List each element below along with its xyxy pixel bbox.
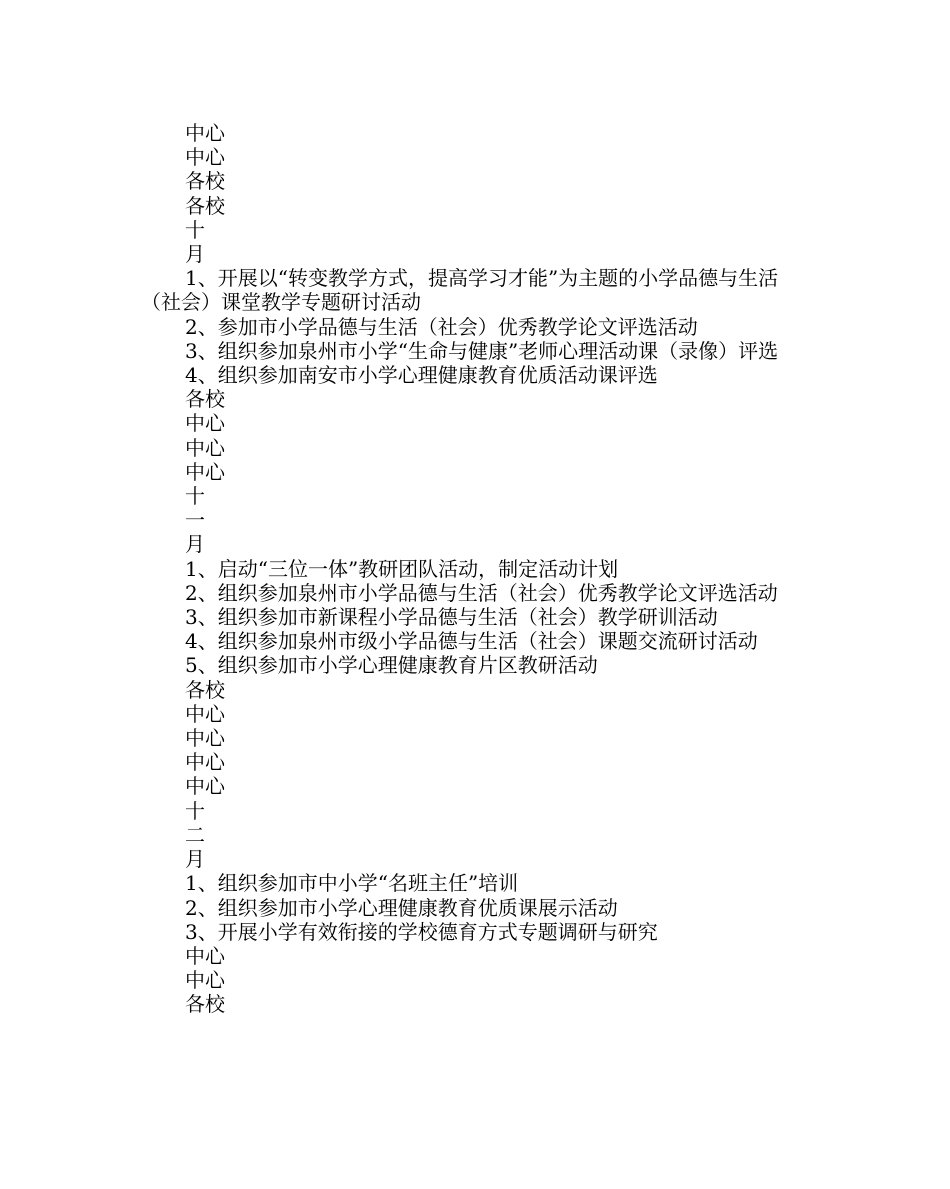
document-body [141, 121, 813, 1017]
activity-item: 3、开展小学有效衔接的学校德育方式专题调研与研究 [185, 919, 658, 944]
org-label: 各校 [185, 169, 225, 194]
activity-item: 5、组织参加市小学心理健康教育片区教研活动 [185, 653, 598, 678]
org-label: 中心 [185, 435, 225, 460]
activity-item: 2、组织参加市小学心理健康教育优质课展示活动 [185, 895, 618, 920]
activity-item: 1、启动“三位一体”教研团队活动，制定活动计划 [185, 556, 619, 581]
month-label: 月 [185, 242, 205, 267]
activity-item: 1、开展以“转变教学方式，提高学习才能”为主题的小学品德与生活（社会）课堂教学专题研讨活动 [141, 266, 779, 315]
org-label: 各校 [185, 677, 225, 702]
org-label: 中心 [185, 121, 225, 145]
activity-item: 4、组织参加南安市小学心理健康教育优质活动课评选 [185, 363, 658, 388]
month-label: 月 [185, 532, 205, 557]
month-label: 一 [185, 508, 205, 533]
month-label: 二 [185, 822, 205, 847]
org-label: 中心 [185, 750, 225, 775]
month-label: 十 [185, 217, 205, 242]
org-label: 各校 [185, 193, 225, 218]
org-label: 中心 [185, 968, 225, 993]
org-label: 中心 [185, 774, 225, 799]
activity-item: 1、组织参加市中小学“名班主任”培训 [185, 871, 519, 896]
org-label: 中心 [185, 411, 225, 436]
activity-item: 4、组织参加泉州市级小学品德与生活（社会）课题交流研讨活动 [185, 629, 758, 654]
month-label: 十 [185, 484, 205, 509]
month-label: 十 [185, 798, 205, 823]
org-label: 各校 [185, 387, 225, 412]
org-label: 中心 [185, 943, 225, 968]
org-label: 各校 [185, 992, 225, 1017]
activity-item: 3、组织参加市新课程小学品德与生活（社会）教学研训活动 [185, 605, 718, 630]
activity-item: 2、参加市小学品德与生活（社会）优秀教学论文评选活动 [185, 314, 698, 339]
org-label: 中心 [185, 701, 225, 726]
org-label: 中心 [185, 145, 225, 170]
activity-item: 2、组织参加泉州市小学品德与生活（社会）优秀教学论文评选活动 [185, 580, 778, 605]
activity-item: 3、组织参加泉州市小学“生命与健康”老师心理活动课（录像）评选 [185, 338, 779, 363]
org-label: 中心 [185, 459, 225, 484]
month-label: 月 [185, 847, 205, 872]
org-label: 中心 [185, 726, 225, 751]
